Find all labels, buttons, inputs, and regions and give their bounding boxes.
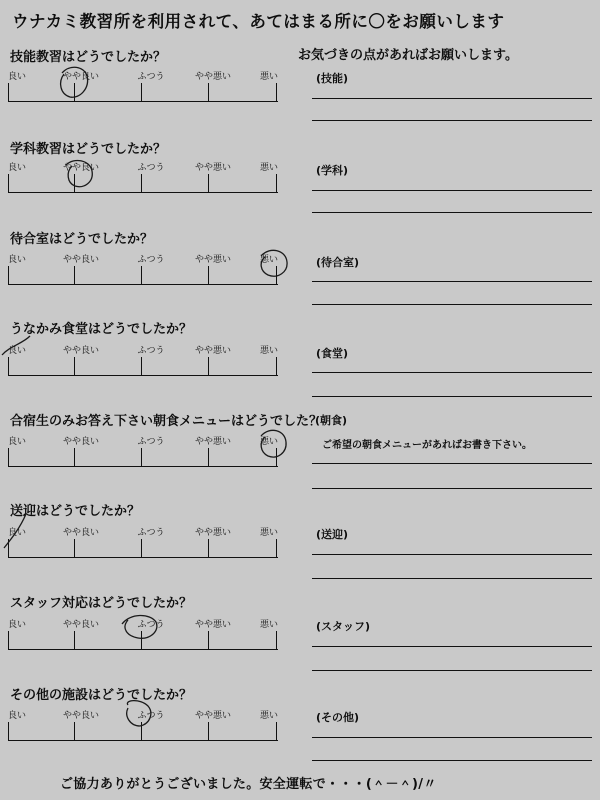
scale-label-fairly-good: やや良い bbox=[62, 711, 100, 721]
selection-circle bbox=[261, 250, 287, 276]
scale-label-average: ふつう bbox=[137, 346, 165, 356]
scale-label-good: 良い bbox=[8, 528, 27, 538]
selection-circle bbox=[66, 160, 92, 186]
comment-label-staff: (スタッフ) bbox=[316, 620, 371, 633]
selection-circle bbox=[61, 67, 88, 97]
scale-label-fairly-good: やや良い bbox=[62, 437, 100, 447]
comment-label-lecture: (学科) bbox=[316, 164, 349, 177]
scale-label-fairly-bad: やや悪い bbox=[194, 620, 232, 630]
scale-label-average: ふつう bbox=[137, 72, 165, 82]
scale-label-good: 良い bbox=[8, 437, 27, 447]
question-skill: 技能教習はどうでしたか？ bbox=[10, 50, 167, 65]
question-breakfast: 合宿生のみお答え下さい朝食メニューはどうでした？ bbox=[10, 414, 323, 429]
comment-label-waiting-room: (待合室) bbox=[316, 256, 360, 269]
scale-label-fairly-good: やや良い bbox=[62, 163, 100, 173]
scale-label-average: ふつう bbox=[137, 711, 165, 721]
selection-circle bbox=[122, 615, 157, 638]
scale-label-bad: 悪い bbox=[259, 437, 278, 447]
scale-label-good: 良い bbox=[8, 255, 27, 265]
selection-circle bbox=[2, 336, 30, 355]
scale-label-fairly-bad: やや悪い bbox=[194, 255, 232, 265]
scale-label-bad: 悪い bbox=[259, 163, 278, 173]
comment-label-skill: (技能) bbox=[316, 72, 349, 85]
comment-label-other: (その他) bbox=[316, 711, 360, 724]
scale-label-average: ふつう bbox=[137, 255, 165, 265]
selection-circle bbox=[127, 701, 151, 726]
question-shuttle: 送迎はどうでしたか？ bbox=[10, 504, 141, 519]
scale-label-bad: 悪い bbox=[259, 72, 278, 82]
scale-label-fairly-bad: やや悪い bbox=[194, 528, 232, 538]
comment-label-cafeteria: (食堂) bbox=[316, 347, 349, 360]
scale-label-average: ふつう bbox=[137, 620, 165, 630]
scale-label-fairly-bad: やや悪い bbox=[194, 711, 232, 721]
selection-circle bbox=[4, 514, 26, 548]
scale-label-fairly-bad: やや悪い bbox=[194, 346, 232, 356]
selection-circle bbox=[261, 430, 286, 457]
comment-label-breakfast: (朝食) bbox=[315, 414, 348, 427]
scale-label-bad: 悪い bbox=[259, 620, 278, 630]
question-cafeteria: うなかみ食堂はどうでしたか？ bbox=[10, 322, 193, 337]
scale-label-good: 良い bbox=[8, 163, 27, 173]
comments-heading: お気づきの点があればお願いします。 bbox=[298, 48, 518, 63]
scale-label-good: 良い bbox=[8, 711, 27, 721]
scale-label-fairly-bad: やや悪い bbox=[194, 72, 232, 82]
question-waiting-room: 待合室はどうでしたか？ bbox=[10, 232, 154, 247]
scale-label-fairly-good: やや良い bbox=[62, 620, 100, 630]
scale-label-fairly-good: やや良い bbox=[62, 255, 100, 265]
question-lecture: 学科教習はどうでしたか？ bbox=[10, 142, 167, 157]
scale-label-fairly-bad: やや悪い bbox=[194, 437, 232, 447]
scale-label-average: ふつう bbox=[137, 437, 165, 447]
thank-you-footer: ご協力ありがとうございました。安全運転で・・・(＾－＾)/〃 bbox=[60, 777, 437, 792]
scale-label-fairly-good: やや良い bbox=[62, 346, 100, 356]
scale-label-fairly-bad: やや悪い bbox=[194, 163, 232, 173]
scale-label-good: 良い bbox=[8, 620, 27, 630]
question-staff: スタッフ対応はどうでしたか？ bbox=[10, 596, 193, 611]
survey-title: ウナカミ教習所を利用されて、あてはまる所に〇をお願いします bbox=[12, 12, 505, 31]
scale-label-bad: 悪い bbox=[259, 711, 278, 721]
scale-label-bad: 悪い bbox=[259, 528, 278, 538]
question-other-facilities: その他の施設はどうでしたか？ bbox=[10, 688, 193, 703]
scale-label-fairly-good: やや良い bbox=[62, 72, 100, 82]
scale-label-bad: 悪い bbox=[259, 255, 278, 265]
breakfast-request-note: ご希望の朝食メニューがあればお書き下さい。 bbox=[322, 440, 532, 451]
scale-label-good: 良い bbox=[8, 346, 27, 356]
scale-label-good: 良い bbox=[8, 72, 27, 82]
scale-label-bad: 悪い bbox=[259, 346, 278, 356]
comment-label-shuttle: (送迎) bbox=[316, 528, 349, 541]
scale-label-average: ふつう bbox=[137, 163, 165, 173]
scale-label-fairly-good: やや良い bbox=[62, 528, 100, 538]
scale-label-average: ふつう bbox=[137, 528, 165, 538]
